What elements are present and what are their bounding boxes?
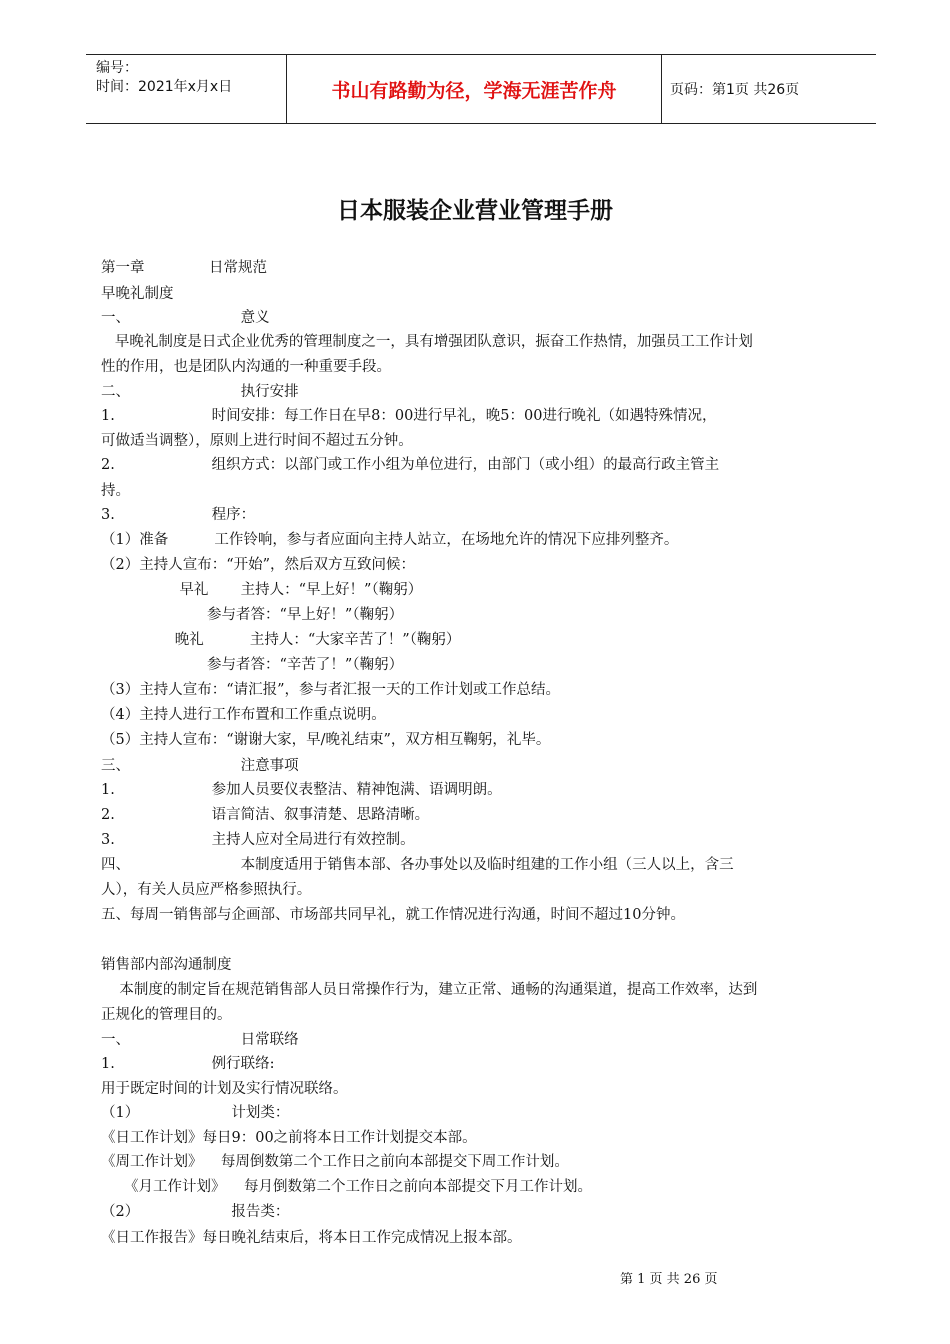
- body-line: 第一章 日常规范: [101, 260, 268, 276]
- body-line: 一、 意义: [101, 310, 270, 326]
- body-line: 可做适当调整），原则上进行时间不超过五分钟。: [101, 433, 413, 449]
- body-line: 《日工作计划》每日9：00之前将本日工作计划提交本部。: [101, 1130, 477, 1146]
- body-line: 1. 参加人员要仪表整洁、精神饱满、语调明朗。: [101, 782, 502, 798]
- body-line: 2. 语言简洁、叙事清楚、思路清晰。: [101, 807, 430, 823]
- body-line: 四、 本制度适用于销售本部、各办事处以及临时组建的工作小组（三人以上，含三: [101, 857, 734, 873]
- body-line: 人），有关人员应严格参照执行。: [101, 882, 312, 898]
- document-header: [86, 54, 876, 124]
- body-line: 正规化的管理目的。: [101, 1007, 232, 1023]
- body-line: 3. 程序：: [101, 507, 256, 523]
- header-info: [96, 59, 286, 97]
- body-line: （5）主持人宣布：“谢谢大家，早/晚礼结束”，双方相互鞠躬，礼毕。: [101, 732, 551, 748]
- body-line: （2） 报告类：: [101, 1204, 290, 1220]
- page-footer: 第 1 页 共 26 页: [620, 1272, 718, 1287]
- body-line: 销售部内部沟通制度: [101, 957, 232, 973]
- body-line: 二、 执行安排: [101, 384, 299, 400]
- body-line: 早晚礼制度: [101, 286, 174, 302]
- body-line: 用于既定时间的计划及实行情况联络。: [101, 1081, 348, 1097]
- document-title: 日本服装企业营业管理手册: [337, 198, 613, 224]
- body-line: 3. 主持人应对全局进行有效控制。: [101, 832, 415, 848]
- body-line: 参与者答：“早上好！”（鞠躬）: [101, 607, 404, 623]
- body-line: 本制度的制定旨在规范销售部人员日常操作行为，建立正常、通畅的沟通渠道，提高工作效率，达到: [101, 982, 758, 998]
- body-line: 1. 例行联络:: [101, 1056, 275, 1072]
- body-line: 《月工作计划》 每月倒数第二个工作日之前向本部提交下月工作计划。: [101, 1179, 592, 1195]
- date-label: 时间：2021年x月x日: [96, 79, 233, 95]
- body-line: （4）主持人进行工作布置和工作重点说明。: [101, 707, 386, 723]
- header-page-label: 页码：第1页 共26页: [670, 82, 800, 98]
- body-line: 1. 时间安排：每工作日在早8：00进行早礼，晚5：00进行晚礼（如遇特殊情况，: [101, 408, 717, 424]
- body-line: 《周工作计划》 每周倒数第二个工作日之前向本部提交下周工作计划。: [101, 1154, 569, 1170]
- body-line: （2）主持人宣布：“开始”，然后双方互致问候：: [101, 557, 416, 573]
- body-line: 参与者答：“辛苦了！”（鞠躬）: [101, 657, 404, 673]
- serial-label: 编号：: [96, 60, 138, 76]
- body-line: 一、 日常联络: [101, 1032, 299, 1048]
- header-motto: 书山有路勤为径，学海无涯苦作舟: [286, 55, 662, 123]
- body-line: 《日工作报告》每日晚礼结束后，将本日工作完成情况上报本部。: [101, 1230, 522, 1246]
- body-line: （1）准备 工作铃响，参与者应面向主持人站立，在场地允许的情况下应排列整齐。: [101, 532, 679, 548]
- body-line: 早晚礼制度是日式企业优秀的管理制度之一，具有增强团队意识，振奋工作热情，加强员工工作计划: [101, 334, 753, 350]
- body-line: （3）主持人宣布：“请汇报”，参与者汇报一天的工作计划或工作总结。: [101, 682, 561, 698]
- body-line: 早礼 主持人：“早上好！”（鞠躬）: [101, 582, 423, 598]
- body-line: （1） 计划类：: [101, 1105, 290, 1121]
- body-line: 晚礼 主持人：“大家辛苦了！”（鞠躬）: [101, 632, 461, 648]
- body-line: 三、 注意事项: [101, 758, 299, 774]
- body-line: 持。: [101, 483, 130, 499]
- body-line: 五、每周一销售部与企画部、市场部共同早礼，就工作情况进行沟通，时间不超过10分钟。: [101, 907, 685, 923]
- body-line: 2. 组织方式：以部门或工作小组为单位进行，由部门（或小组）的最高行政主管主: [101, 457, 720, 473]
- body-line: 性的作用，也是团队内沟通的一种重要手段。: [101, 359, 391, 375]
